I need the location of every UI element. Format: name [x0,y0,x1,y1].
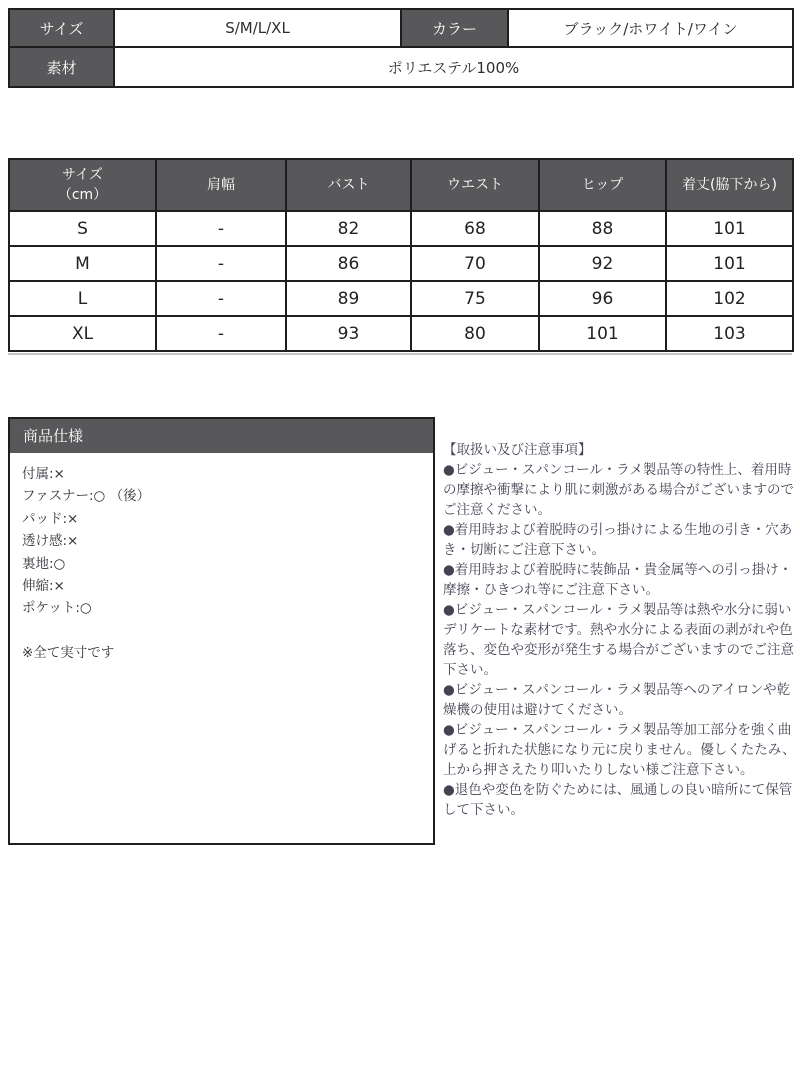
size-table-row [9,281,793,316]
size-chart-table [8,158,794,352]
care-note-item: ●着用時および着脱時の引っ掛けによる生地の引き・穴あき・切断にご注意下さい。 [443,522,793,558]
info-row-size-color [9,9,793,47]
size-table-row [9,316,793,351]
size-label-cell: サイズ [9,9,114,47]
header-shoulder: 肩幅 [156,159,286,211]
care-notes-list [443,460,798,820]
care-note-item: ●ビジュー・スパンコール・ラメ製品等の特性上、着用時の摩擦や衝撃により肌に刺激がある場合がございますのでご注意ください。 [443,462,794,518]
spec-item: 付属:× [22,466,65,482]
cell-waist: 80 [411,316,539,351]
spec-box-body [10,453,433,664]
header-size-line2: （cm） [57,187,108,203]
care-notes-block [443,440,798,820]
cell-waist: 68 [411,211,539,246]
cell-length: 102 [666,281,793,316]
size-table-header-row [9,159,793,211]
header-hip: ヒップ [539,159,666,211]
cell-size: S [9,211,156,246]
cell-hip: 92 [539,246,666,281]
material-label-cell: 素材 [9,47,114,87]
header-size-line1: サイズ [62,167,103,183]
spec-note: ※全て実寸です [22,644,115,661]
material-value-cell: ポリエステル100% [114,47,793,87]
cell-waist: 75 [411,281,539,316]
cell-bust: 93 [286,316,411,351]
spec-item: ファスナー:○ （後） [22,488,151,505]
header-waist: ウエスト [411,159,539,211]
spec-item-list [22,463,419,620]
cell-length: 103 [666,316,793,351]
cell-size: XL [9,316,156,351]
cell-bust: 82 [286,211,411,246]
size-table-row [9,211,793,246]
cell-hip: 96 [539,281,666,316]
cell-hip: 88 [539,211,666,246]
color-label-cell: カラー [401,9,508,47]
header-size-unit [9,159,156,211]
spec-item: ポケット:○ [22,600,92,617]
cell-length: 101 [666,211,793,246]
care-note-item: ●着用時および着脱時に装飾品・貴金属等への引っ掛け・摩擦・ひきつれ等にご注意下さい。 [443,562,793,598]
cell-length: 101 [666,246,793,281]
cell-shoulder: - [156,316,286,351]
cell-shoulder: - [156,246,286,281]
cell-bust: 89 [286,281,411,316]
header-length: 着丈(脇下から) [666,159,793,211]
size-table-body [9,211,793,351]
product-spec-box [8,417,435,845]
spec-item: 裏地:○ [22,555,66,572]
cell-size: L [9,281,156,316]
cell-shoulder: - [156,281,286,316]
cell-waist: 70 [411,246,539,281]
cell-hip: 101 [539,316,666,351]
cell-bust: 86 [286,246,411,281]
size-value-cell: S/M/L/XL [114,9,401,47]
spec-item: 透け感:× [22,533,79,550]
care-note-item: ●ビジュー・スパンコール・ラメ製品等へのアイロンや乾燥機の使用は避けてください。 [443,682,791,718]
care-note-item: ●ビジュー・スパンコール・ラメ製品等加工部分を強く曲げると折れた状態になり元に戻りません。優しくたたみ、上から押さえたり叩いたりしない様ご注意下さい。 [443,722,796,778]
care-notes-title: 【取扱い及び注意事項】 [443,442,592,458]
info-row-material [9,47,793,87]
spec-box-title: 商品仕様 [10,419,433,453]
table-cutoff-line [8,353,792,355]
cell-shoulder: - [156,211,286,246]
cell-size: M [9,246,156,281]
size-table-row [9,246,793,281]
spec-item: 伸縮:× [22,578,65,595]
care-note-item: ●退色や変色を防ぐためには、風通しの良い暗所にて保管して下さい。 [443,782,793,818]
care-note-item: ●ビジュー・スパンコール・ラメ製品等は熱や水分に弱いデリケートな素材です。熱や水分による表面の剥がれや色落ち、変色や変形が発生する場合がございますのでご注意下さい。 [443,602,794,678]
color-value-cell: ブラック/ホワイト/ワイン [508,9,793,47]
header-bust: バスト [286,159,411,211]
product-info-table [8,8,794,88]
spec-item: パッド:× [22,510,79,527]
